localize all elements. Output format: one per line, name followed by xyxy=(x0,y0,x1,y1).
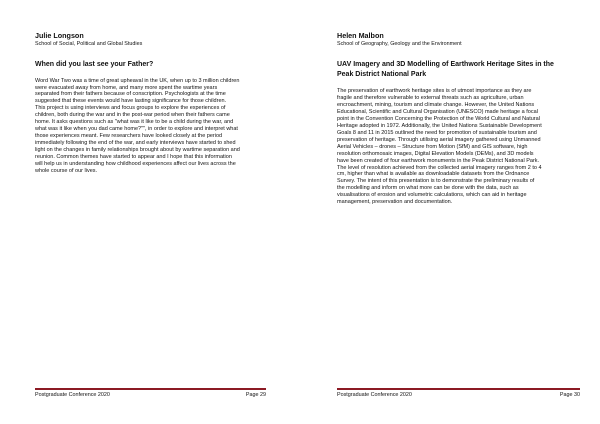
abstract-body: Word War Two was a time of great upheaval in the UK, when up to 3 million children were evacuated away from home, and many more spent the wartime years separated from their fathers because of conscription. Psychologists at the time suggested that these events would have lasting significance for those children. This project is using interviews and focus groups to explore the experiences of children, both during the war and in the post-war period when their fathers came home. It asks questions such as "what was it like to be a child during the war, and what was it like when you dad came home?"", in order to explore and interpret what those experiences meant. Few researchers have looked closely at the period immediately following the end of the war, and early interviews have started to shed light on the changes in family relationships brought about by wartime separation and reunion. Common themes have started to appear and I hope that this information will help us in understanding how childhood experiences affect our lives across the whole course of our lives. xyxy=(35,77,240,174)
author-affiliation: School of Social, Political and Global Studies xyxy=(35,41,143,47)
footer-conference-name: Postgraduate Conference 2020 xyxy=(337,392,412,398)
abstract-title: When did you last see your Father? xyxy=(35,61,154,68)
abstract-title: UAV Imagery and 3D Modelling of Earthwork Heritage Sites in the Peak District National Park xyxy=(337,61,554,78)
page-30 xyxy=(300,0,600,424)
author-name: Julie Longson xyxy=(35,31,84,40)
abstract-body: The preservation of earthwork heritage sites is of utmost importance as they are fragile and therefore vulnerable to external threats such as agriculture, urban encroachment, mining, tourism and climate change. However, the United Nations Educational, Scientific and Cultural Organisation (UNESCO) made heritage a focal point in the Convention Concerning the Protection of the World Cultural and Natural Heritage adopted in 1972. Additionally, the United Nations Sustainable Development Goals 8 and 11 in 2015 outlined the need for promotion of sustainable tourism and preservation of heritage. Through utilising aerial imagery gathered using Unmanned Aerial Vehicles – drones – Structure from Motion (SfM) and GIS software, high resolution orthomosaic images, Digital Elevation Models (DEMs), and 3D models have been created of four earthwork monuments in the Peak District National Park. The level of resolution achieved from the collected aerial imagery ranges from 2 to 4 cm, higher than what is available as downloadable datasets from the Ordnance Survey. The intent of this presentation is to demonstrate the preliminary results of the modelling and inform on what more can be done with the data, such as visualisations of erosion and volumetric calculations, which can aid in heritage management, preservation and documentation. xyxy=(337,88,542,206)
footer-conference-name: Postgraduate Conference 2020 xyxy=(35,392,110,398)
page-number: Page 30 xyxy=(559,392,580,398)
page-number: Page 29 xyxy=(245,392,266,398)
footer-divider xyxy=(35,388,266,390)
author-name: Helen Malbon xyxy=(337,31,384,40)
author-affiliation: School of Geography, Geology and the Environment xyxy=(337,41,462,47)
footer-divider xyxy=(337,388,580,390)
